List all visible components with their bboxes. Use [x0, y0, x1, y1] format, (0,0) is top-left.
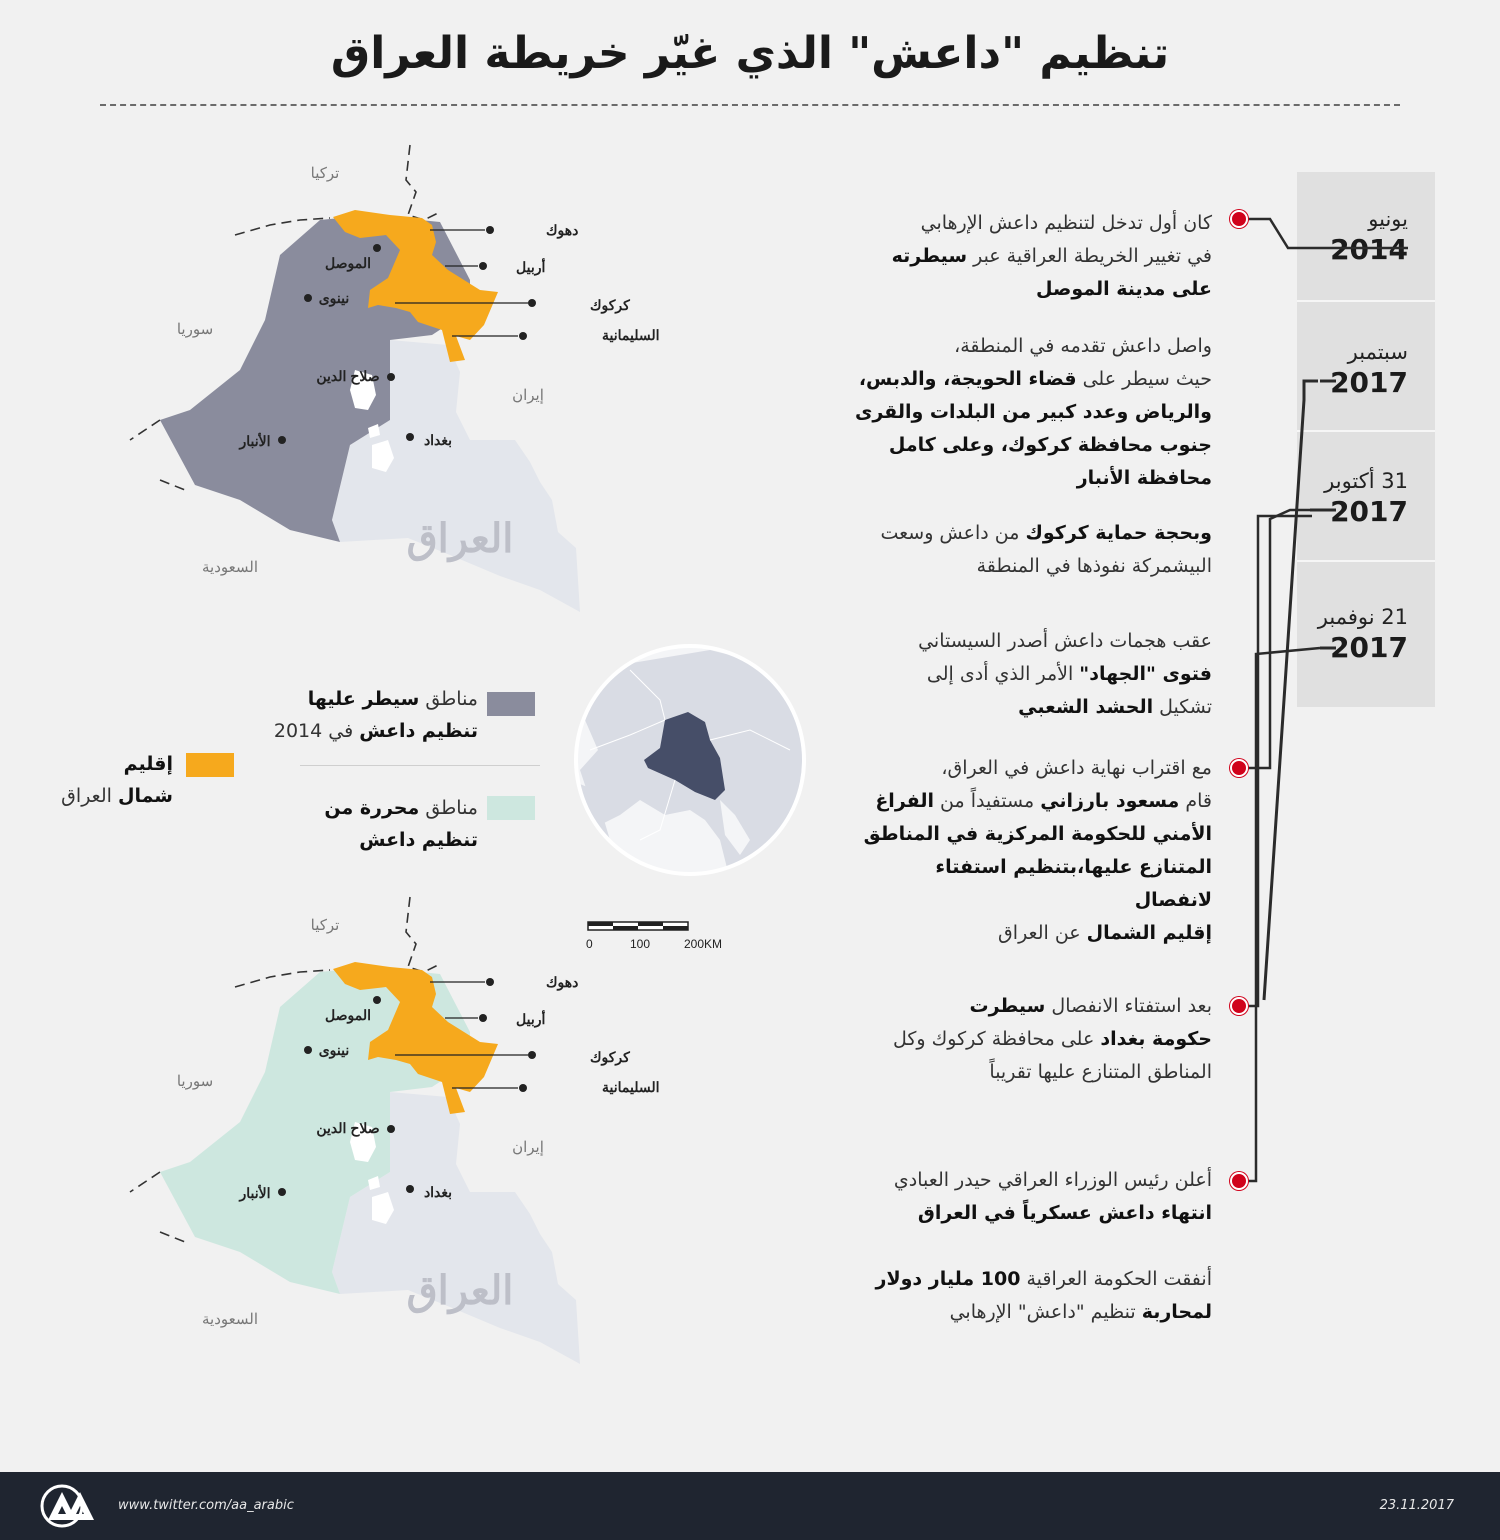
- event-line: تنظيم "داعش" الإرهابي: [949, 1301, 1142, 1323]
- date-year: 2014: [1330, 233, 1408, 266]
- border-line: [406, 897, 440, 972]
- legend-text: مناطق: [419, 688, 478, 710]
- city-dot: [406, 433, 414, 441]
- legend-text: في 2014: [273, 720, 360, 742]
- date-month: سبتمبر: [1347, 340, 1408, 364]
- city-label: صلاح الدين: [316, 1120, 380, 1136]
- event-line: المناطق المتنازع عليها تقريباً: [989, 1061, 1212, 1083]
- event-bold: وبحجة حماية كركوك: [1025, 522, 1212, 544]
- event-bold: إقليم الشمال: [1086, 922, 1212, 944]
- event-line: بعد استفتاء الانفصال: [1045, 995, 1212, 1017]
- event-bold: لمحاربة: [1141, 1301, 1212, 1323]
- scale-segment: [613, 926, 638, 930]
- city-label: بغداد: [423, 1184, 453, 1200]
- event-line: البيشمركة نفوذها في المنطقة: [976, 555, 1212, 577]
- city-dot: [387, 1125, 395, 1133]
- city-dot: [278, 436, 286, 444]
- event-line: أنفقت الحكومة العراقية: [1020, 1268, 1212, 1290]
- city-label: السليمانية: [602, 1079, 660, 1095]
- legend-text: مناطق: [419, 797, 478, 819]
- event-bold: سيطرته: [891, 245, 968, 267]
- city-label: كركوك: [590, 297, 630, 313]
- event-bold: الفراغ: [875, 790, 934, 812]
- event-bold: الأمني للحكومة المركزية في المناطق: [863, 823, 1212, 845]
- legend-bold: تنظيم داعش: [359, 829, 478, 851]
- legend-isis: [274, 683, 478, 747]
- legend-bold: شمال: [117, 785, 173, 807]
- legend-swatch-freed: [487, 796, 535, 820]
- event-bold: مسعود بارزاني: [1040, 790, 1180, 812]
- event-marker: [1230, 210, 1248, 228]
- event-line: الأمر الذي أدى إلى: [926, 663, 1080, 685]
- city-dot: [304, 294, 312, 302]
- event-bold: فتوى "الجهاد": [1079, 663, 1212, 685]
- legend-bold: إقليم: [123, 753, 173, 775]
- border-line: [160, 480, 185, 490]
- city-dot: [479, 1014, 487, 1022]
- event-bold: الحشد الشعبي: [1018, 696, 1154, 718]
- city-label: بغداد: [423, 432, 453, 448]
- scale-label: 200KM: [684, 937, 723, 951]
- city-dot: [373, 244, 381, 252]
- legend-bold: تنظيم داعش: [359, 720, 478, 742]
- event-bold: انتهاء داعش عسكرياً في العراق: [917, 1202, 1212, 1224]
- city-dot: [519, 332, 527, 340]
- city-label: صلاح الدين: [316, 368, 380, 384]
- event-line: من داعش وسعت: [880, 522, 1026, 544]
- city-label: الموصل: [325, 1007, 371, 1023]
- footer-bar: [0, 1472, 1500, 1540]
- event-bold: محافظة الأنبار: [1076, 467, 1212, 489]
- event-line: واصل داعش تقدمه في المنطقة،: [954, 335, 1212, 357]
- event-line: أعلن رئيس الوزراء العراقي حيدر العبادي: [893, 1169, 1212, 1191]
- city-dot: [528, 299, 536, 307]
- locator-globe: [570, 640, 810, 880]
- city-dot: [479, 262, 487, 270]
- event-line: عن العراق: [998, 922, 1087, 944]
- scale-segment: [638, 922, 663, 926]
- city-label: الأنبار: [239, 1185, 271, 1201]
- legend-bold: محررة من: [324, 797, 420, 819]
- event-marker: [1230, 1172, 1248, 1190]
- date-year: 2017: [1330, 495, 1408, 528]
- event-line: تشكيل: [1153, 696, 1212, 718]
- legend-bold: سيطر عليها: [307, 688, 420, 710]
- event-line: مستفيداً من: [933, 790, 1041, 812]
- city-label: دهوك: [546, 974, 579, 990]
- scale-segment: [588, 922, 613, 926]
- legend-divider: [300, 765, 540, 766]
- event-line: في تغيير الخريطة العراقية عبر: [967, 245, 1212, 267]
- scale-label: 100: [630, 937, 651, 951]
- event-line: كان أول تدخل لتنظيم داعش الإرهابي: [920, 212, 1212, 234]
- country-label-turkey: تركيا: [310, 917, 340, 934]
- city-label: كركوك: [590, 1049, 630, 1065]
- event-bold: حكومة بغداد: [1100, 1028, 1212, 1050]
- scale-label: 0: [586, 937, 593, 951]
- date-month: 21 نوفمبر: [1317, 605, 1408, 629]
- legend-text: العراق: [61, 785, 118, 807]
- city-label: نينوى: [318, 290, 350, 306]
- event-bold: سيطرت: [969, 995, 1046, 1017]
- event-text: [852, 1164, 1212, 1230]
- event-line: مع اقتراب نهاية داعش في العراق،: [941, 757, 1212, 779]
- city-dot: [486, 226, 494, 234]
- city-dot: [373, 996, 381, 1004]
- event-text: [852, 330, 1212, 495]
- event-marker: [1230, 759, 1248, 777]
- legend-freed: [324, 792, 478, 856]
- city-dot: [304, 1046, 312, 1054]
- iraq-label: العراق: [406, 517, 514, 561]
- event-text: [852, 625, 1212, 724]
- event-line: على محافظة كركوك وكل: [892, 1028, 1101, 1050]
- event-bold: على مدينة الموصل: [1036, 278, 1212, 300]
- event-bold: 100 مليار دولار: [875, 1268, 1021, 1290]
- event-bold: قضاء الحويجة، والدبس،: [858, 368, 1077, 390]
- event-line: عقب هجمات داعش أصدر السيستاني: [918, 630, 1212, 652]
- event-marker: [1230, 997, 1248, 1015]
- footer-url: www.twitter.com/aa_arabic: [118, 1498, 294, 1513]
- legend-swatch-isis: [487, 692, 535, 716]
- iraq-label: العراق: [406, 1269, 514, 1313]
- event-bold: المتنازع عليها،بتنظيم استفتاء لانفصال: [935, 856, 1212, 911]
- country-label-iran: إيران: [512, 1139, 544, 1156]
- city-dot: [406, 1185, 414, 1193]
- country-label-saudi: السعودية: [201, 559, 259, 576]
- page-title: تنظيم "داعش" الذي غيّر خريطة العراق: [330, 28, 1170, 79]
- city-label: دهوك: [546, 222, 579, 238]
- event-line: قام: [1179, 790, 1212, 812]
- city-dot: [486, 978, 494, 986]
- country-label-syria: سوريا: [176, 1073, 214, 1090]
- date-year: 2017: [1330, 631, 1408, 664]
- city-label: الأنبار: [239, 433, 271, 449]
- scale-segment: [663, 926, 688, 930]
- legend-kurd: [61, 748, 173, 812]
- city-dot: [387, 373, 395, 381]
- city-label: الموصل: [325, 255, 371, 271]
- border-line: [406, 145, 440, 220]
- date-month: 31 أكتوبر: [1324, 469, 1408, 493]
- country-label-saudi: السعودية: [201, 1311, 259, 1328]
- city-label: السليمانية: [602, 327, 660, 343]
- aa-logo-icon: [40, 1484, 104, 1528]
- country-label-syria: سوريا: [176, 321, 214, 338]
- border-line: [160, 1232, 185, 1242]
- country-label-iran: إيران: [512, 387, 544, 404]
- country-label-turkey: تركيا: [310, 165, 340, 182]
- event-text: [852, 990, 1212, 1089]
- legend-swatch-kurd: [186, 753, 234, 777]
- event-text: [852, 517, 1212, 583]
- city-dot: [519, 1084, 527, 1092]
- footer-date: 23.11.2017: [1379, 1498, 1454, 1513]
- scale-bar: [586, 920, 736, 960]
- event-line: حيث سيطر على: [1076, 368, 1212, 390]
- event-bold: جنوب محافظة كركوك، وعلى كامل: [888, 434, 1212, 456]
- event-bold: والرياض وعدد كبير من البلدات والقرى: [854, 401, 1212, 423]
- city-label: أربيل: [516, 1011, 546, 1027]
- city-label: أربيل: [516, 259, 546, 275]
- event-text: [852, 207, 1212, 306]
- event-text: [852, 1263, 1212, 1329]
- date-month: يونيو: [1368, 207, 1408, 231]
- city-dot: [528, 1051, 536, 1059]
- city-dot: [278, 1188, 286, 1196]
- city-label: نينوى: [318, 1042, 350, 1058]
- event-text: [852, 752, 1212, 950]
- map-2014: [140, 140, 660, 640]
- date-year: 2017: [1330, 366, 1408, 399]
